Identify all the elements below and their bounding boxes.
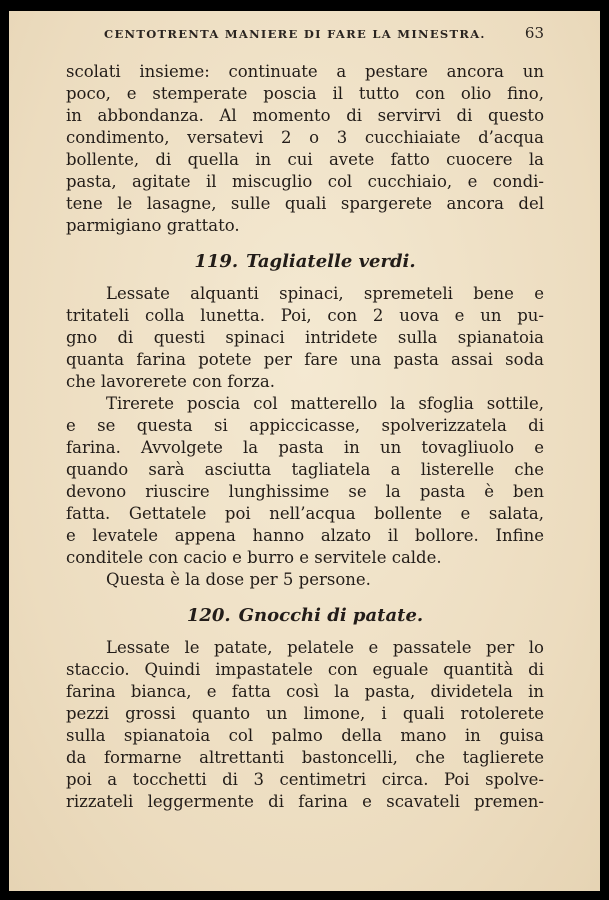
- text-line: pezzi grossi quanto un limone, i quali rotolerete: [66, 704, 544, 723]
- text-line: poco, e stemperate poscia il tutto con olio fino,: [66, 84, 544, 103]
- book-page: [9, 11, 600, 891]
- text-line: parmigiano grattato.: [66, 216, 240, 235]
- running-title: CENTOTRENTA MANIERE DI FARE LA MINESTRA.: [104, 27, 486, 41]
- recipe-body-120: [66, 637, 544, 813]
- recipe-heading-120: [66, 605, 544, 627]
- text-line: poi a tocchetti di 3 centimetri circa. Poi spolve-: [66, 770, 544, 789]
- text-line: devono riuscire lunghissime se la pasta è ben: [66, 482, 544, 501]
- text-line: rizzateli leggermente di farina e scavateli premen-: [66, 792, 544, 811]
- recipe-number: 120.: [186, 605, 231, 626]
- page-number: 63: [524, 24, 544, 42]
- text-line: Lessate alquanti spinaci, spremeteli bene e: [106, 284, 544, 303]
- text-line: tene le lasagne, sulle quali spargerete ancora del: [66, 194, 544, 213]
- text-line: Tirerete poscia col matterello la sfoglia sottile,: [106, 394, 544, 413]
- page-header: [104, 24, 544, 44]
- text-line: e levatele appena hanno alzato il bollore. Infine: [66, 526, 544, 545]
- text-line: in abbondanza. Al momento di servirvi di questo: [66, 106, 544, 125]
- text-line: Questa è la dose per 5 persone.: [106, 570, 371, 589]
- text-line: bollente, di quella in cui avete fatto cuocere la: [66, 150, 544, 169]
- text-line: gno di questi spinaci intridete sulla spianatoia: [66, 328, 544, 347]
- recipe-number: 119.: [194, 251, 239, 272]
- text-line: sulla spianatoia col palmo della mano in guisa: [66, 726, 544, 745]
- text-line: fatta. Gettatele poi nell’acqua bollente e salata,: [66, 504, 544, 523]
- text-line: che lavorerete con forza.: [66, 372, 275, 391]
- text-line: da formarne altrettanti bastoncelli, che taglierete: [66, 748, 544, 767]
- text-line: scolati insieme: continuate a pestare ancora un: [66, 62, 544, 81]
- continuation-paragraph: [66, 61, 544, 237]
- recipe-body-119: [66, 283, 544, 591]
- text-line: condimento, versatevi 2 o 3 cucchiaiate d’acqua: [66, 128, 544, 147]
- recipe-title: Gnocchi di patate.: [238, 605, 424, 626]
- text-body: [66, 61, 544, 813]
- text-line: conditele con cacio e burro e servitele calde.: [66, 548, 442, 567]
- text-line: tritateli colla lunetta. Poi, con 2 uova e un pu-: [66, 306, 544, 325]
- text-line: farina bianca, e fatta così la pasta, dividetela in: [66, 682, 544, 701]
- text-line: quanta farina potete per fare una pasta assai soda: [66, 350, 544, 369]
- text-line: Lessate le patate, pelatele e passatele per lo: [106, 638, 544, 657]
- text-line: e se questa si appiccicasse, spolverizzatela di: [66, 416, 544, 435]
- recipe-title: Tagliatelle verdi.: [246, 251, 416, 272]
- text-line: pasta, agitate il miscuglio col cucchiaio, e condi-: [66, 172, 544, 191]
- text-line: staccio. Quindi impastatele con eguale quantità di: [66, 660, 544, 679]
- recipe-heading-119: [66, 251, 544, 273]
- text-line: farina. Avvolgete la pasta in un tovagliuolo e: [66, 438, 544, 457]
- text-line: quando sarà asciutta tagliatela a listerelle che: [66, 460, 544, 479]
